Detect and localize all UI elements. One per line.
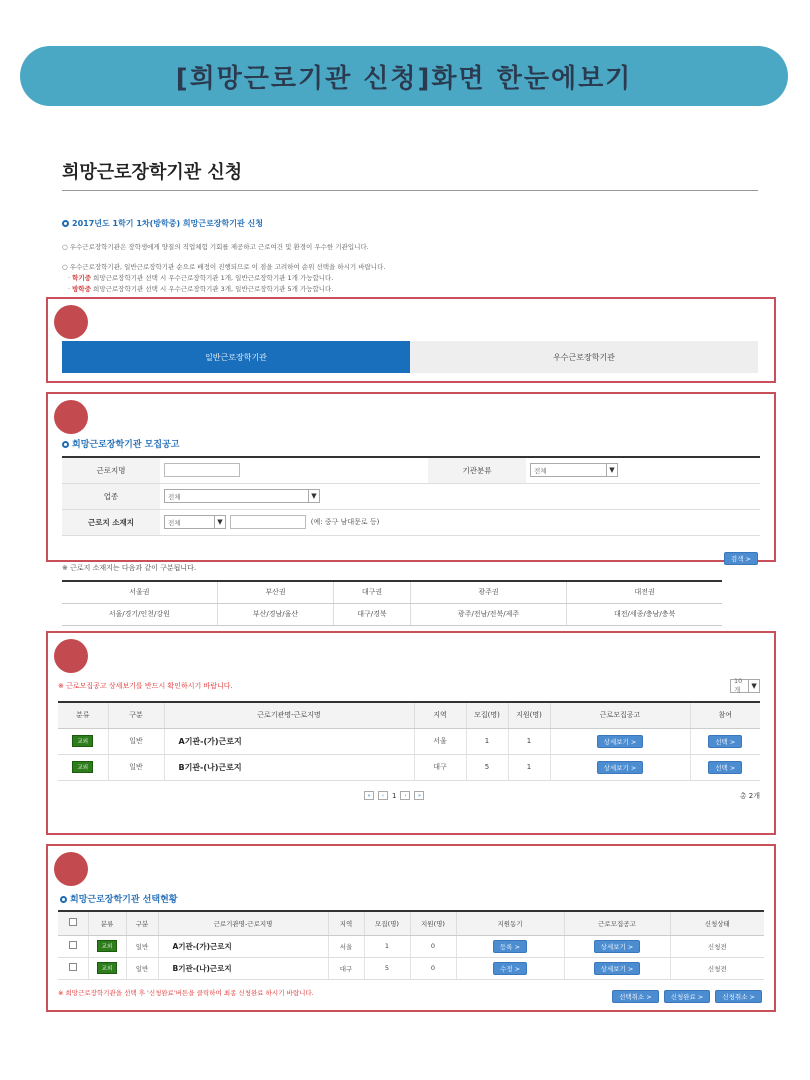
region-value: 대전/세종/충남/충북: [567, 603, 722, 625]
column-header: 지역: [414, 702, 466, 728]
category-badge: 교외: [97, 940, 118, 952]
chevron-down-icon: ▼: [748, 680, 759, 692]
chevron-down-icon: ▼: [308, 490, 319, 502]
search-section-title-text: 희망근로장학기관 모집공고: [72, 440, 180, 450]
column-header: 신청상태: [670, 911, 764, 935]
region-header: 대전권: [567, 581, 722, 603]
complete-application-button[interactable]: 신청완료 >: [664, 990, 711, 1003]
intro-line-4-label: 방학중: [72, 285, 91, 293]
intro-line-4: · 방학중 희망근로장학기관 선택 시 우수근로장학기관 3개, 일반근로장학기관 5개 가능합니다.: [68, 285, 334, 293]
last-page-button[interactable]: »: [414, 791, 424, 800]
select-button[interactable]: 선택 >: [708, 761, 742, 774]
cancel-selection-button[interactable]: 선택취소 >: [612, 990, 659, 1003]
table-header-row: [58, 702, 760, 728]
select-cell: [690, 728, 760, 754]
kind-cell: 일반: [108, 728, 164, 754]
institution-type-select[interactable]: [530, 463, 618, 477]
total-count: 총 2개: [739, 792, 760, 800]
motive-register-button[interactable]: 등록 >: [493, 940, 527, 953]
page-title: 희망근로장학기관 신청: [62, 162, 243, 183]
region-header: 광주권: [410, 581, 566, 603]
intro-line-3-label: 학기중: [72, 274, 91, 282]
selection-notice: ※ 희망근로장학기관을 선택 후 '신청완료'버튼을 클릭하여 최종 신청완료 하시기 바랍니다.: [58, 989, 314, 997]
region-cell: 대구: [414, 754, 466, 780]
location-label: 근로지 소재지: [62, 509, 160, 535]
selection-section-title: [60, 892, 177, 905]
column-header: 지원동기: [456, 911, 564, 935]
column-header: 근로모집공고: [550, 702, 690, 728]
institution-type-value: 전체: [534, 466, 547, 475]
detail-cell: [564, 957, 670, 979]
detail-cell: [550, 728, 690, 754]
kind-cell: 일반: [126, 957, 158, 979]
location-select[interactable]: [164, 515, 226, 529]
selection-actions: [612, 990, 762, 1003]
listing-notice: ※ 근로모집공고 상세보기를 반드시 확인하시기 바랍니다.: [58, 682, 233, 690]
location-hint: (예: 중구 남대문로 등): [310, 518, 380, 526]
table-row: [58, 957, 764, 979]
detail-view-button[interactable]: 상세보기 >: [597, 761, 644, 774]
search-row: [62, 509, 760, 535]
table-row: [58, 754, 760, 780]
circle-bullet-icon: [60, 896, 67, 903]
recruit-cell: 5: [364, 957, 410, 979]
location-cell: [160, 509, 760, 535]
select-all-checkbox[interactable]: [69, 918, 77, 926]
applied-cell: 1: [508, 754, 550, 780]
intro-line-4-text: 희망근로장학기관 선택 시 우수근로장학기관 3개, 일반근로장학기관 5개 가능합니다.: [90, 285, 334, 293]
detail-cell: [550, 754, 690, 780]
institution-name: B기관-(나)근로지: [158, 957, 328, 979]
region-value: 대구/경북: [334, 603, 411, 625]
kind-cell: 일반: [126, 935, 158, 957]
work-name-cell: [160, 457, 428, 483]
step-2-box: [46, 392, 776, 562]
institution-name: B기관-(나)근로지: [164, 754, 414, 780]
column-header: 근로기관명-근로지명: [164, 702, 414, 728]
column-header: 근로기관명-근로지명: [158, 911, 328, 935]
search-form: [62, 456, 760, 536]
row-checkbox[interactable]: [69, 941, 77, 949]
selection-table: [58, 910, 764, 980]
institution-name: A기관-(가)근로지: [164, 728, 414, 754]
industry-select[interactable]: [164, 489, 320, 503]
select-cell: [690, 754, 760, 780]
step-1-box: [46, 297, 776, 383]
step-4-box: [46, 844, 776, 1012]
column-header: 구분: [108, 702, 164, 728]
title-divider: [62, 190, 758, 191]
step-marker-3: [54, 639, 88, 673]
industry-label: 업종: [62, 483, 160, 509]
detail-view-button[interactable]: 상세보기 >: [597, 735, 644, 748]
category-cell: [58, 754, 108, 780]
table-header-row: [58, 911, 764, 935]
intro-line-2: ○ 우수근로장학기관, 일반근로장학기관 순으로 배정이 진행되므로 이 점을 고려하여 순위 선택을 하시기 바랍니다.: [62, 263, 386, 271]
chevron-down-icon: ▼: [214, 516, 225, 528]
column-header: 구분: [126, 911, 158, 935]
first-page-button[interactable]: «: [364, 791, 374, 800]
current-page[interactable]: 1: [392, 791, 397, 800]
search-button-wrap: [724, 546, 758, 565]
location-value: 전체: [168, 518, 181, 527]
motive-edit-button[interactable]: 수정 >: [493, 962, 527, 975]
work-name-label: 근로지명: [62, 457, 160, 483]
category-cell: [88, 957, 126, 979]
intro-line-1: ○ 우수근로장학기관은 장학생에게 양질의 직업체험 기회를 제공하고 근로여건 및 환경이 우수한 기관입니다.: [62, 243, 369, 251]
intro-line-3-text: 희망근로장학기관 선택 시 우수근로장학기관 1개, 일반근로장학기관 1개 가능합니다.: [90, 274, 334, 282]
region-header-row: [62, 581, 722, 603]
region-header: 부산권: [217, 581, 334, 603]
region-header: 대구권: [334, 581, 411, 603]
select-button[interactable]: 선택 >: [708, 735, 742, 748]
institution-tabs: [62, 341, 758, 373]
category-badge: 교외: [97, 962, 118, 974]
category-badge: 교외: [72, 761, 93, 773]
industry-value: 전체: [168, 492, 181, 501]
applied-cell: 0: [410, 957, 456, 979]
work-name-input[interactable]: [164, 463, 240, 477]
pagination: [364, 791, 424, 800]
circle-bullet-icon: [62, 220, 69, 227]
tab-excellent-institution[interactable]: 우수근로장학기관: [410, 341, 758, 373]
region-value-row: [62, 603, 722, 625]
recruit-cell: 1: [364, 935, 410, 957]
column-header: 지원(명): [508, 702, 550, 728]
table-row: [58, 728, 760, 754]
status-cell: 신청전: [670, 935, 764, 957]
recruit-cell: 5: [466, 754, 508, 780]
column-header: 지원(명): [410, 911, 456, 935]
recruitment-table: [58, 701, 760, 781]
region-cell: 서울: [328, 935, 364, 957]
chevron-down-icon: ▼: [606, 464, 617, 476]
institution-type-label: 기관분류: [428, 457, 526, 483]
applied-cell: 1: [508, 728, 550, 754]
region-value: 광주/전남/전북/제주: [410, 603, 566, 625]
table-row: [58, 935, 764, 957]
institution-type-cell: [526, 457, 760, 483]
step-3-box: [46, 631, 776, 835]
category-cell: [58, 728, 108, 754]
region-note: ※ 근로지 소재지는 다음과 같이 구분됩니다.: [62, 564, 197, 572]
row-checkbox-cell: [58, 957, 88, 979]
industry-cell: [160, 483, 760, 509]
region-header: 서울권: [62, 581, 217, 603]
detail-view-button[interactable]: 상세보기 >: [594, 962, 641, 975]
institution-name: A기관-(가)근로지: [158, 935, 328, 957]
selection-section-title-text: 희망근로장학기관 선택현황: [70, 895, 178, 905]
status-cell: 신청전: [670, 957, 764, 979]
category-badge: 교외: [72, 735, 93, 747]
circle-bullet-icon: [62, 441, 69, 448]
column-header: 근로모집공고: [564, 911, 670, 935]
column-header: 분류: [88, 911, 126, 935]
detail-cell: [564, 935, 670, 957]
per-page-select[interactable]: [730, 679, 760, 693]
motive-cell: [456, 935, 564, 957]
select-all-header: [58, 911, 88, 935]
region-cell: 대구: [328, 957, 364, 979]
kind-cell: 일반: [108, 754, 164, 780]
region-table: [62, 580, 722, 626]
intro-heading: [62, 218, 263, 229]
region-cell: 서울: [414, 728, 466, 754]
row-checkbox-cell: [58, 935, 88, 957]
step-marker-1: [54, 305, 88, 339]
search-row: [62, 457, 760, 483]
search-button[interactable]: 검색 >: [724, 552, 758, 565]
column-header: 모집(명): [364, 911, 410, 935]
step-marker-4: [54, 852, 88, 886]
detail-view-button[interactable]: 상세보기 >: [594, 940, 641, 953]
region-value: 서울/경기/인천/강원: [62, 603, 217, 625]
applied-cell: 0: [410, 935, 456, 957]
cancel-application-button[interactable]: 신청취소 >: [715, 990, 762, 1003]
motive-cell: [456, 957, 564, 979]
header-banner: [20, 46, 788, 106]
tab-general-institution[interactable]: 일반근로장학기관: [62, 341, 410, 373]
per-page-value: 10개: [734, 677, 743, 694]
prev-page-button[interactable]: ‹: [378, 791, 388, 800]
column-header: 참여: [690, 702, 760, 728]
column-header: 모집(명): [466, 702, 508, 728]
location-detail-input[interactable]: [230, 515, 306, 529]
next-page-button[interactable]: ›: [400, 791, 410, 800]
search-row: [62, 483, 760, 509]
column-header: 지역: [328, 911, 364, 935]
column-header: 분류: [58, 702, 108, 728]
recruit-cell: 1: [466, 728, 508, 754]
intro-heading-text: 2017년도 1학기 1차(방학중) 희망근로장학기관 신청: [72, 219, 263, 228]
region-value: 부산/경남/울산: [217, 603, 334, 625]
category-cell: [88, 935, 126, 957]
search-section-title: [62, 437, 179, 450]
per-page-wrap: [730, 675, 760, 694]
banner-title: [희망근로기관 신청]화면 한눈에보기: [175, 63, 633, 94]
step-marker-2: [54, 400, 88, 434]
intro-line-3: · 학기중 희망근로장학기관 선택 시 우수근로장학기관 1개, 일반근로장학기관 1개 가능합니다.: [68, 274, 334, 282]
row-checkbox[interactable]: [69, 963, 77, 971]
